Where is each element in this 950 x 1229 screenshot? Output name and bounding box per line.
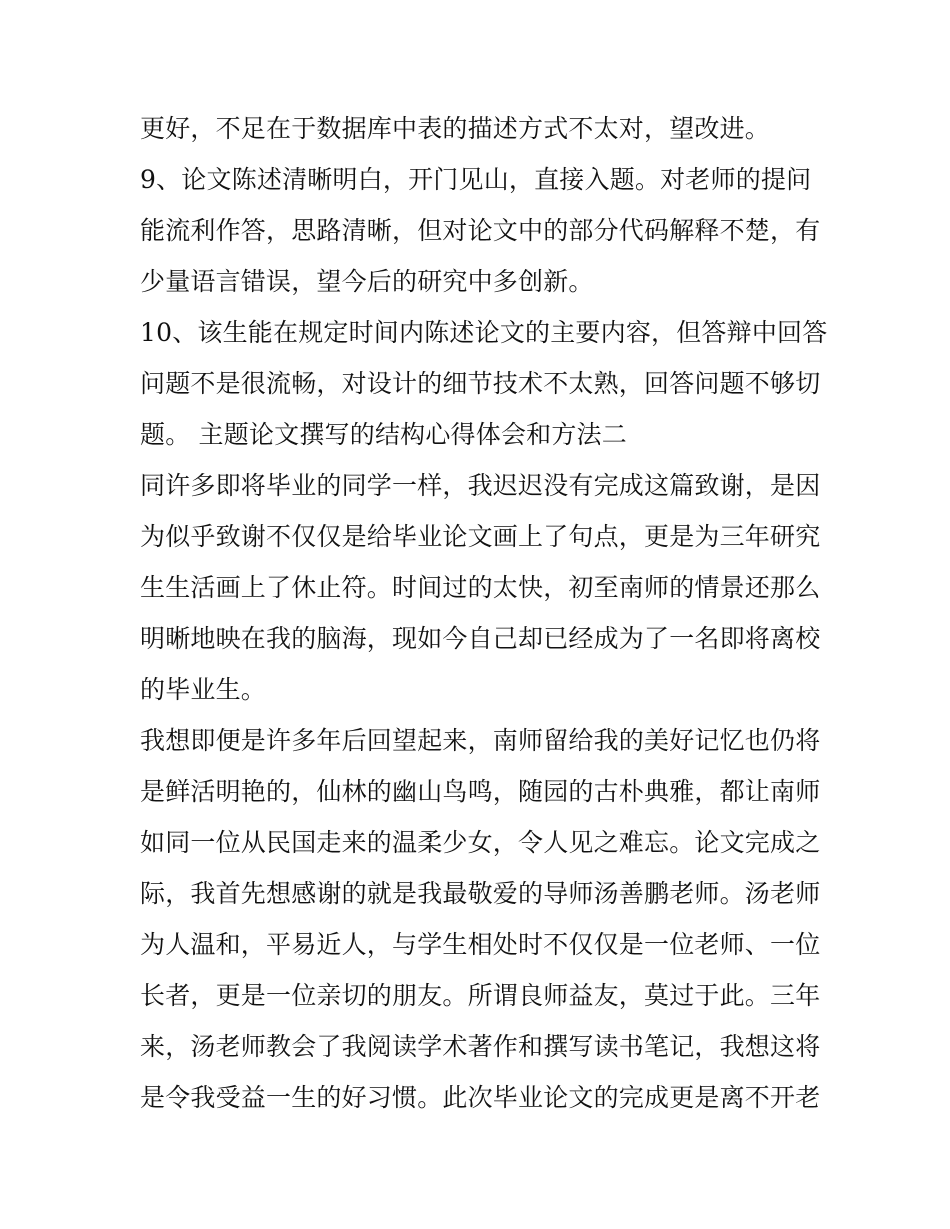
text-line: 际，我首先想感谢的就是我最敬爱的导师汤善鹏老师。汤老师 (140, 879, 821, 908)
text-line: 同许多即将毕业的同学一样，我迟迟没有完成这篇致谢，是因 (140, 471, 821, 500)
text-line: 是鲜活明艳的，仙林的幽山鸟鸣，随园的古朴典雅，都让南师 (140, 777, 821, 806)
text-line: 来，汤老师教会了我阅读学术著作和撰写读书笔记，我想这将 (140, 1032, 821, 1061)
text-line: 问题不是很流畅，对设计的细节技术不太熟，回答问题不够切 (140, 369, 821, 398)
text-line: 少量语言错误，望今后的研究中多创新。 (140, 267, 594, 296)
text-line: 我想即便是许多年后回望起来，南师留给我的美好记忆也仍将 (140, 726, 821, 755)
text-line: 的毕业生。 (140, 675, 267, 704)
text-line: 如同一位从民国走来的温柔少女，令人见之难忘。论文完成之 (140, 828, 821, 857)
text-line: 9、论文陈述清晰明白，开门见山，直接入题。对老师的提问 (140, 165, 812, 194)
text-line: 更好，不足在于数据库中表的描述方式不太对，望改进。 (140, 114, 771, 143)
text-line: 生生活画上了休止符。时间过的太快，初至南师的情景还那么 (140, 573, 821, 602)
text-line: 为似乎致谢不仅仅是给毕业论文画上了句点，更是为三年研究 (140, 522, 821, 551)
text-line: 长者，更是一位亲切的朋友。所谓良师益友，莫过于此。三年 (140, 981, 821, 1010)
text-line: 是令我受益一生的好习惯。此次毕业论文的完成更是离不开老 (140, 1083, 821, 1112)
text-line: 能流利作答，思路清晰，但对论文中的部分代码解释不楚，有 (140, 216, 821, 245)
section-heading-line: 题。 主题论文撰写的结构心得体会和方法二 (140, 420, 627, 449)
text-line: 为人温和，平易近人，与学生相处时不仅仅是一位老师、一位 (140, 930, 821, 959)
text-line: 明晰地映在我的脑海，现如今自己却已经成为了一名即将离校 (140, 624, 821, 653)
text-line: 10、该生能在规定时间内陈述论文的主要内容，但答辩中回答 (140, 318, 828, 347)
